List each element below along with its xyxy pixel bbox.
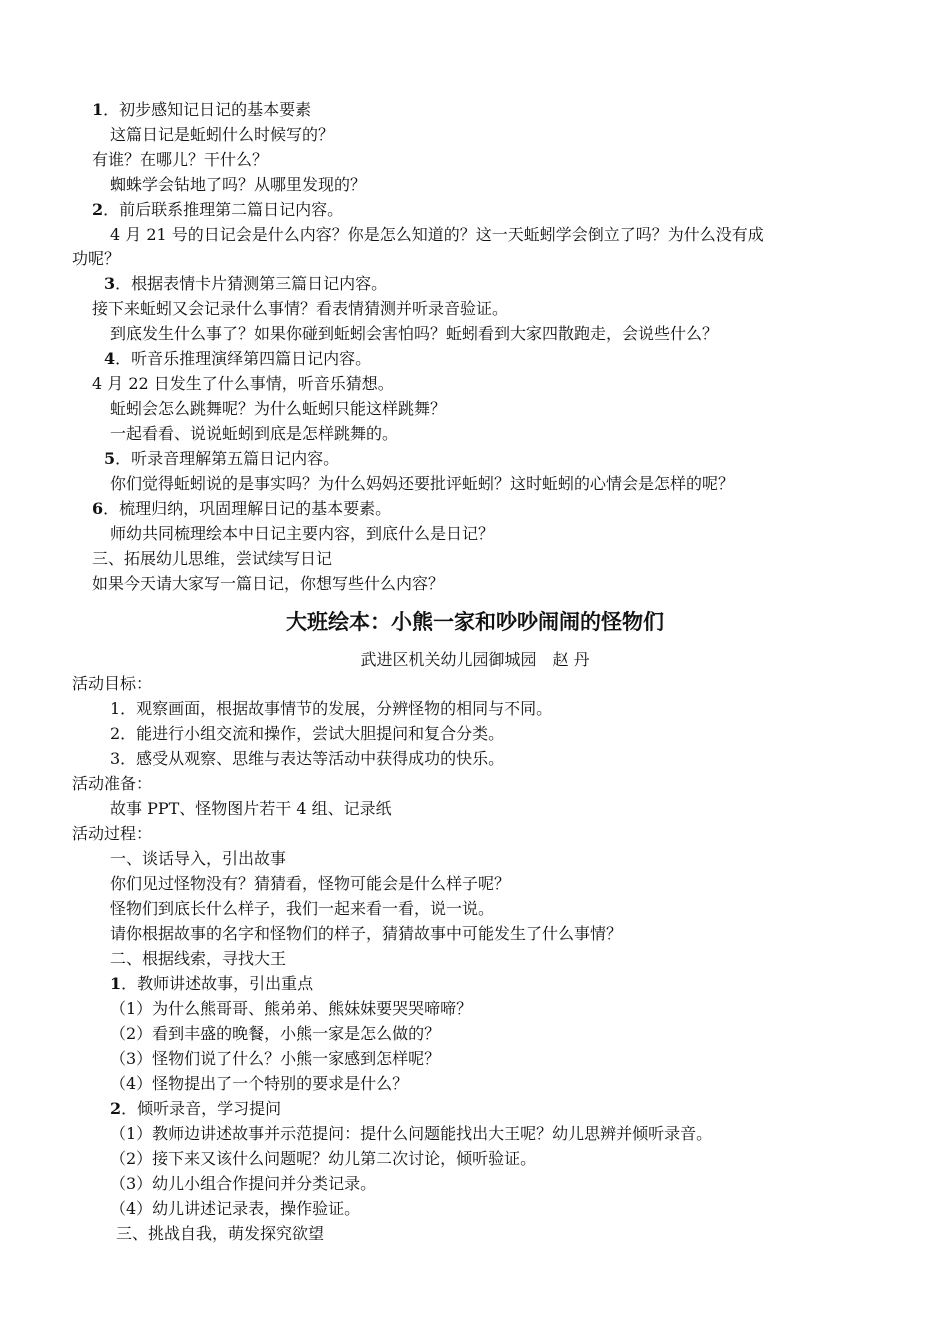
step-text: ．听音乐推理演绎第四篇日记内容。 [115,349,372,368]
step-1-heading [92,98,311,122]
paragraph: 如果今天请大家写一篇日记，你想写些什么内容？ [92,574,445,593]
list-item: （1）教师边讲述故事并示范提问：提什么问题能找出大王呢？幼儿思辨并倾听录音。 [110,1124,713,1143]
goal-item: 2．能进行小组交流和操作，尝试大胆提问和复合分类。 [110,724,505,743]
step-text: ．倾听录音，学习提问 [121,1099,282,1118]
step-text: ．梳理归纳，巩固理解日记的基本要素。 [103,499,392,518]
step-number: 4 [104,349,116,368]
step-text: ．根据表情卡片猜测第三篇日记内容。 [115,274,388,293]
paragraph: 一起看看、说说蚯蚓到底是怎样跳舞的。 [110,424,399,443]
paragraph: 4 月 22 日发生了什么事情，听音乐猜想。 [92,374,394,393]
step-number: 5 [104,449,116,468]
paragraph: 有谁？在哪儿？干什么？ [92,150,269,169]
process-label: 活动过程： [72,824,153,843]
list-item: （3）幼儿小组合作提问并分类记录。 [110,1174,377,1193]
list-item: （1）为什么熊哥哥、熊弟弟、熊妹妹要哭哭啼啼？ [110,999,473,1018]
step-6-heading [92,497,391,521]
goal-item: 3．感受从观察、思维与表达等活动中获得成功的快乐。 [110,749,505,768]
step-text: ．初步感知记日记的基本要素 [103,100,312,119]
goal-item: 1．观察画面，根据故事情节的发展，分辨怪物的相同与不同。 [110,699,553,718]
step-3-heading [104,272,387,296]
author-line: 武进区机关幼儿园御城园 赵 丹 [360,650,590,669]
section-heading: 一、谈话导入，引出故事 [110,849,287,868]
paragraph: 你们觉得蚯蚓说的是事实吗？为什么妈妈还要批评蚯蚓？这时蚯蚓的心情会是怎样的呢？ [110,474,735,493]
paragraph: 蚯蚓会怎么跳舞呢？为什么蚯蚓只能这样跳舞？ [110,399,447,418]
section-heading: 三、拓展幼儿思维，尝试续写日记 [92,549,333,568]
paragraph: 4 月 21 号的日记会是什么内容？你是怎么知道的？这一天蚯蚓学会倒立了吗？为什么没有成 [110,225,764,244]
step-4-heading [104,347,371,371]
paragraph: 到底发生什么事了？如果你碰到蚯蚓会害怕吗？蚯蚓看到大家四散跑走，会说些什么？ [110,324,719,343]
goals-label: 活动目标： [72,674,153,693]
paragraph: 你们见过怪物没有？猜猜看，怪物可能会是什么样子呢？ [110,874,511,893]
prep-text: 故事 PPT、怪物图片若干 4 组、记录纸 [110,799,392,818]
list-item: （2）看到丰盛的晚餐，小熊一家是怎么做的？ [110,1024,441,1043]
step-2-heading [92,198,343,222]
paragraph: 师幼共同梳理绘本中日记主要内容，到底什么是日记？ [110,524,495,543]
list-item: （4）怪物提出了一个特别的要求是什么？ [110,1074,409,1093]
paragraph: 接下来蚯蚓又会记录什么事情？看表情猜测并听录音验证。 [92,299,509,318]
paragraph: 蜘蛛学会钻地了吗？从哪里发现的？ [110,175,367,194]
paragraph: 这篇日记是蚯蚓什么时候写的？ [110,125,335,144]
step-number: 3 [104,274,116,293]
step-number: 6 [92,499,104,518]
step-5-heading [104,447,339,471]
step-number: 2 [110,1099,122,1118]
prep-label: 活动准备： [72,774,153,793]
list-item: （3）怪物们说了什么？小熊一家感到怎样呢？ [110,1049,441,1068]
step-text: ．教师讲述故事，引出重点 [121,974,314,993]
paragraph: 请你根据故事的名字和怪物们的样子，猜猜故事中可能发生了什么事情？ [110,924,623,943]
list-item: （2）接下来又该什么问题呢？幼儿第二次讨论，倾听验证。 [110,1149,537,1168]
step-number: 1 [110,974,122,993]
paragraph: 功呢？ [72,249,121,268]
paragraph: 怪物们到底长什么样子，我们一起来看一看，说一说。 [110,899,495,918]
step-number: 1 [92,100,104,119]
document-title: 大班绘本：小熊一家和吵吵闹闹的怪物们 [286,610,664,634]
step-text: ．前后联系推理第二篇日记内容。 [103,200,344,219]
subsection-heading [110,972,313,996]
subsection-heading [110,1097,281,1121]
list-item: （4）幼儿讲述记录表，操作验证。 [110,1199,361,1218]
section-heading: 二、根据线索，寻找大王 [110,949,287,968]
step-number: 2 [92,200,104,219]
step-text: ．听录音理解第五篇日记内容。 [115,449,340,468]
section-heading: 三、挑战自我，萌发探究欲望 [116,1224,325,1243]
